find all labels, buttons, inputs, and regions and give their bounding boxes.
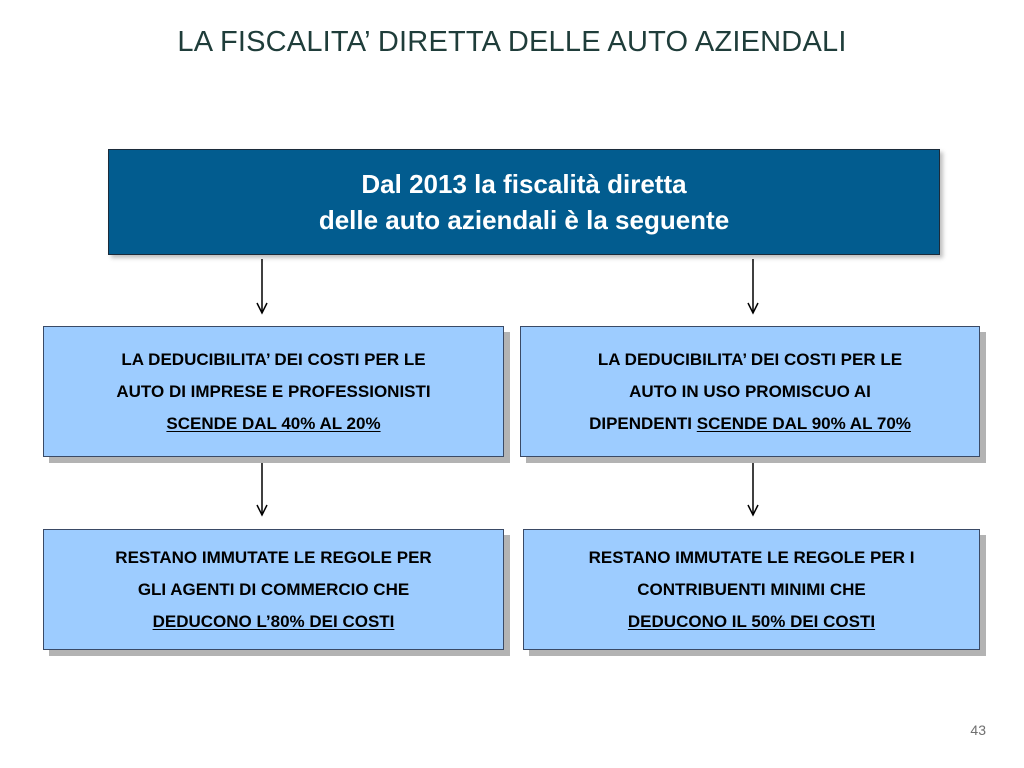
card-deducibility-businesses	[43, 326, 504, 457]
card-line	[527, 408, 973, 440]
card-line: CONTRIBUENTI MINIMI CHE	[637, 579, 866, 599]
card-line: LA DEDUCIBILITA’ DEI COSTI PER LE	[597, 349, 903, 369]
page-number: 43	[970, 722, 986, 738]
card-minimum-taxpayers	[523, 529, 980, 650]
card-underlined-text: SCENDE DAL 90% AL 70%	[696, 413, 911, 433]
card-underlined-text: DEDUCONO IL 50% DEI COSTI	[627, 611, 876, 631]
card-deducibility-employees	[520, 326, 980, 457]
card-line	[50, 408, 497, 440]
card-line	[530, 606, 973, 638]
slide-title: LA FISCALITA’ DIRETTA DELLE AUTO AZIENDALI	[177, 26, 847, 58]
card-sales-agents	[43, 529, 504, 650]
header-line-1: Dal 2013 la fiscalità diretta	[361, 169, 687, 199]
card-underlined-text: DEDUCONO L’80% DEI COSTI	[152, 611, 395, 631]
card-line: RESTANO IMMUTATE LE REGOLE PER	[115, 547, 432, 567]
card-text: DIPENDENTI	[589, 413, 697, 433]
card-line: RESTANO IMMUTATE LE REGOLE PER I	[588, 547, 915, 567]
card-line: AUTO IN USO PROMISCUO AI	[629, 381, 871, 401]
card-underlined-text: SCENDE DAL 40% AL 20%	[166, 413, 381, 433]
card-line: LA DEDUCIBILITA’ DEI COSTI PER LE	[121, 349, 426, 369]
header-line-2: delle auto aziendali è la seguente	[318, 205, 730, 235]
card-line: AUTO DI IMPRESE E PROFESSIONISTI	[116, 381, 431, 401]
card-line	[50, 606, 497, 638]
card-line: GLI AGENTI DI COMMERCIO CHE	[137, 579, 410, 599]
